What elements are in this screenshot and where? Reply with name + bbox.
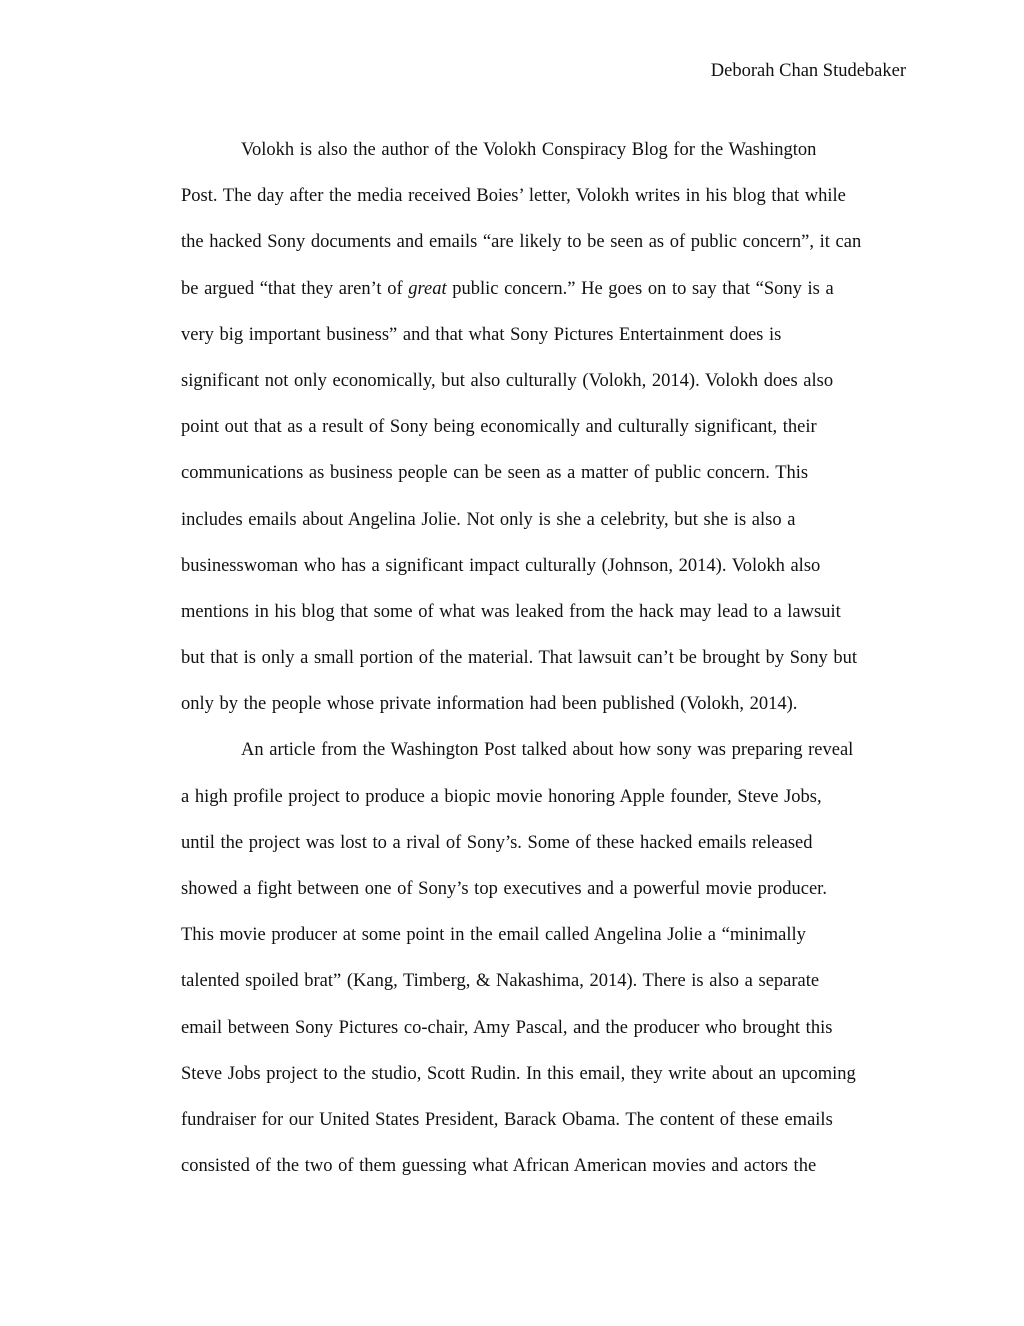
emphasis-great: great <box>408 278 447 299</box>
text-line: mentions in his blog that some of what was leaked from the hack may lead to a lawsuit <box>181 601 841 622</box>
text-line: businesswoman who has a significant impact culturally (Johnson, 2014). Volokh also <box>181 555 821 576</box>
text-line: very big important business” and that what Sony Pictures Entertainment does is <box>181 324 782 345</box>
text-line: fundraiser for our United States President, Barack Obama. The content of these emails <box>181 1109 833 1130</box>
text-line: communications as business people can be seen as a matter of public concern. This <box>181 463 809 484</box>
text-line: only by the people whose private information had been published (Volokh, 2014). <box>181 694 798 715</box>
text-line: consisted of the two of them guessing what African American movies and actors the <box>181 1156 817 1177</box>
text-line: email between Sony Pictures co-chair, Amy Pascal, and the producer who brought this <box>181 1017 833 1038</box>
text-line <box>181 276 906 322</box>
text-line-start: be argued “that they aren’t of <box>181 278 409 299</box>
text-line: showed a fight between one of Sony’s top executives and a powerful movie producer. <box>181 879 827 899</box>
running-head: Deborah Chan Studebaker <box>710 61 906 81</box>
text-line: Volokh is also the author of the Volokh Conspiracy Blog for the Washington <box>241 140 817 160</box>
text-line: the hacked Sony documents and emails “are likely to be seen as of public concern”, it can <box>181 232 862 253</box>
text-line: Steve Jobs project to the studio, Scott Rudin. In this email, they write about an upcoming <box>181 1063 856 1084</box>
text-line: An article from the Washington Post talked about how sony was preparing reveal <box>241 740 854 761</box>
text-line: but that is only a small portion of the material. That lawsuit can’t be brought by Sony but <box>181 648 858 669</box>
text-line: talented spoiled brat” (Kang, Timberg, & Nakashima, 2014). There is also a separate <box>181 971 820 992</box>
text-line: until the project was lost to a rival of Sony’s. Some of these hacked emails released <box>181 832 813 853</box>
text-line: point out that as a result of Sony being economically and culturally significant, their <box>181 417 817 438</box>
text-line: includes emails about Angelina Jolie. Not only is she a celebrity, but she is also a <box>181 509 796 530</box>
text-line: Post. The day after the media received Boies’ letter, Volokh writes in his blog that while <box>181 186 846 207</box>
body-text <box>181 137 906 1199</box>
text-line: significant not only economically, but also culturally (Volokh, 2014). Volokh does also <box>181 370 834 391</box>
text-line: This movie producer at some point in the email called Angelina Jolie a “minimally <box>181 925 806 946</box>
text-line: a high profile project to produce a biopic movie honoring Apple founder, Steve Jobs, <box>181 786 822 807</box>
text-line-end: public concern.” He goes on to say that “Sony is a <box>446 278 834 299</box>
